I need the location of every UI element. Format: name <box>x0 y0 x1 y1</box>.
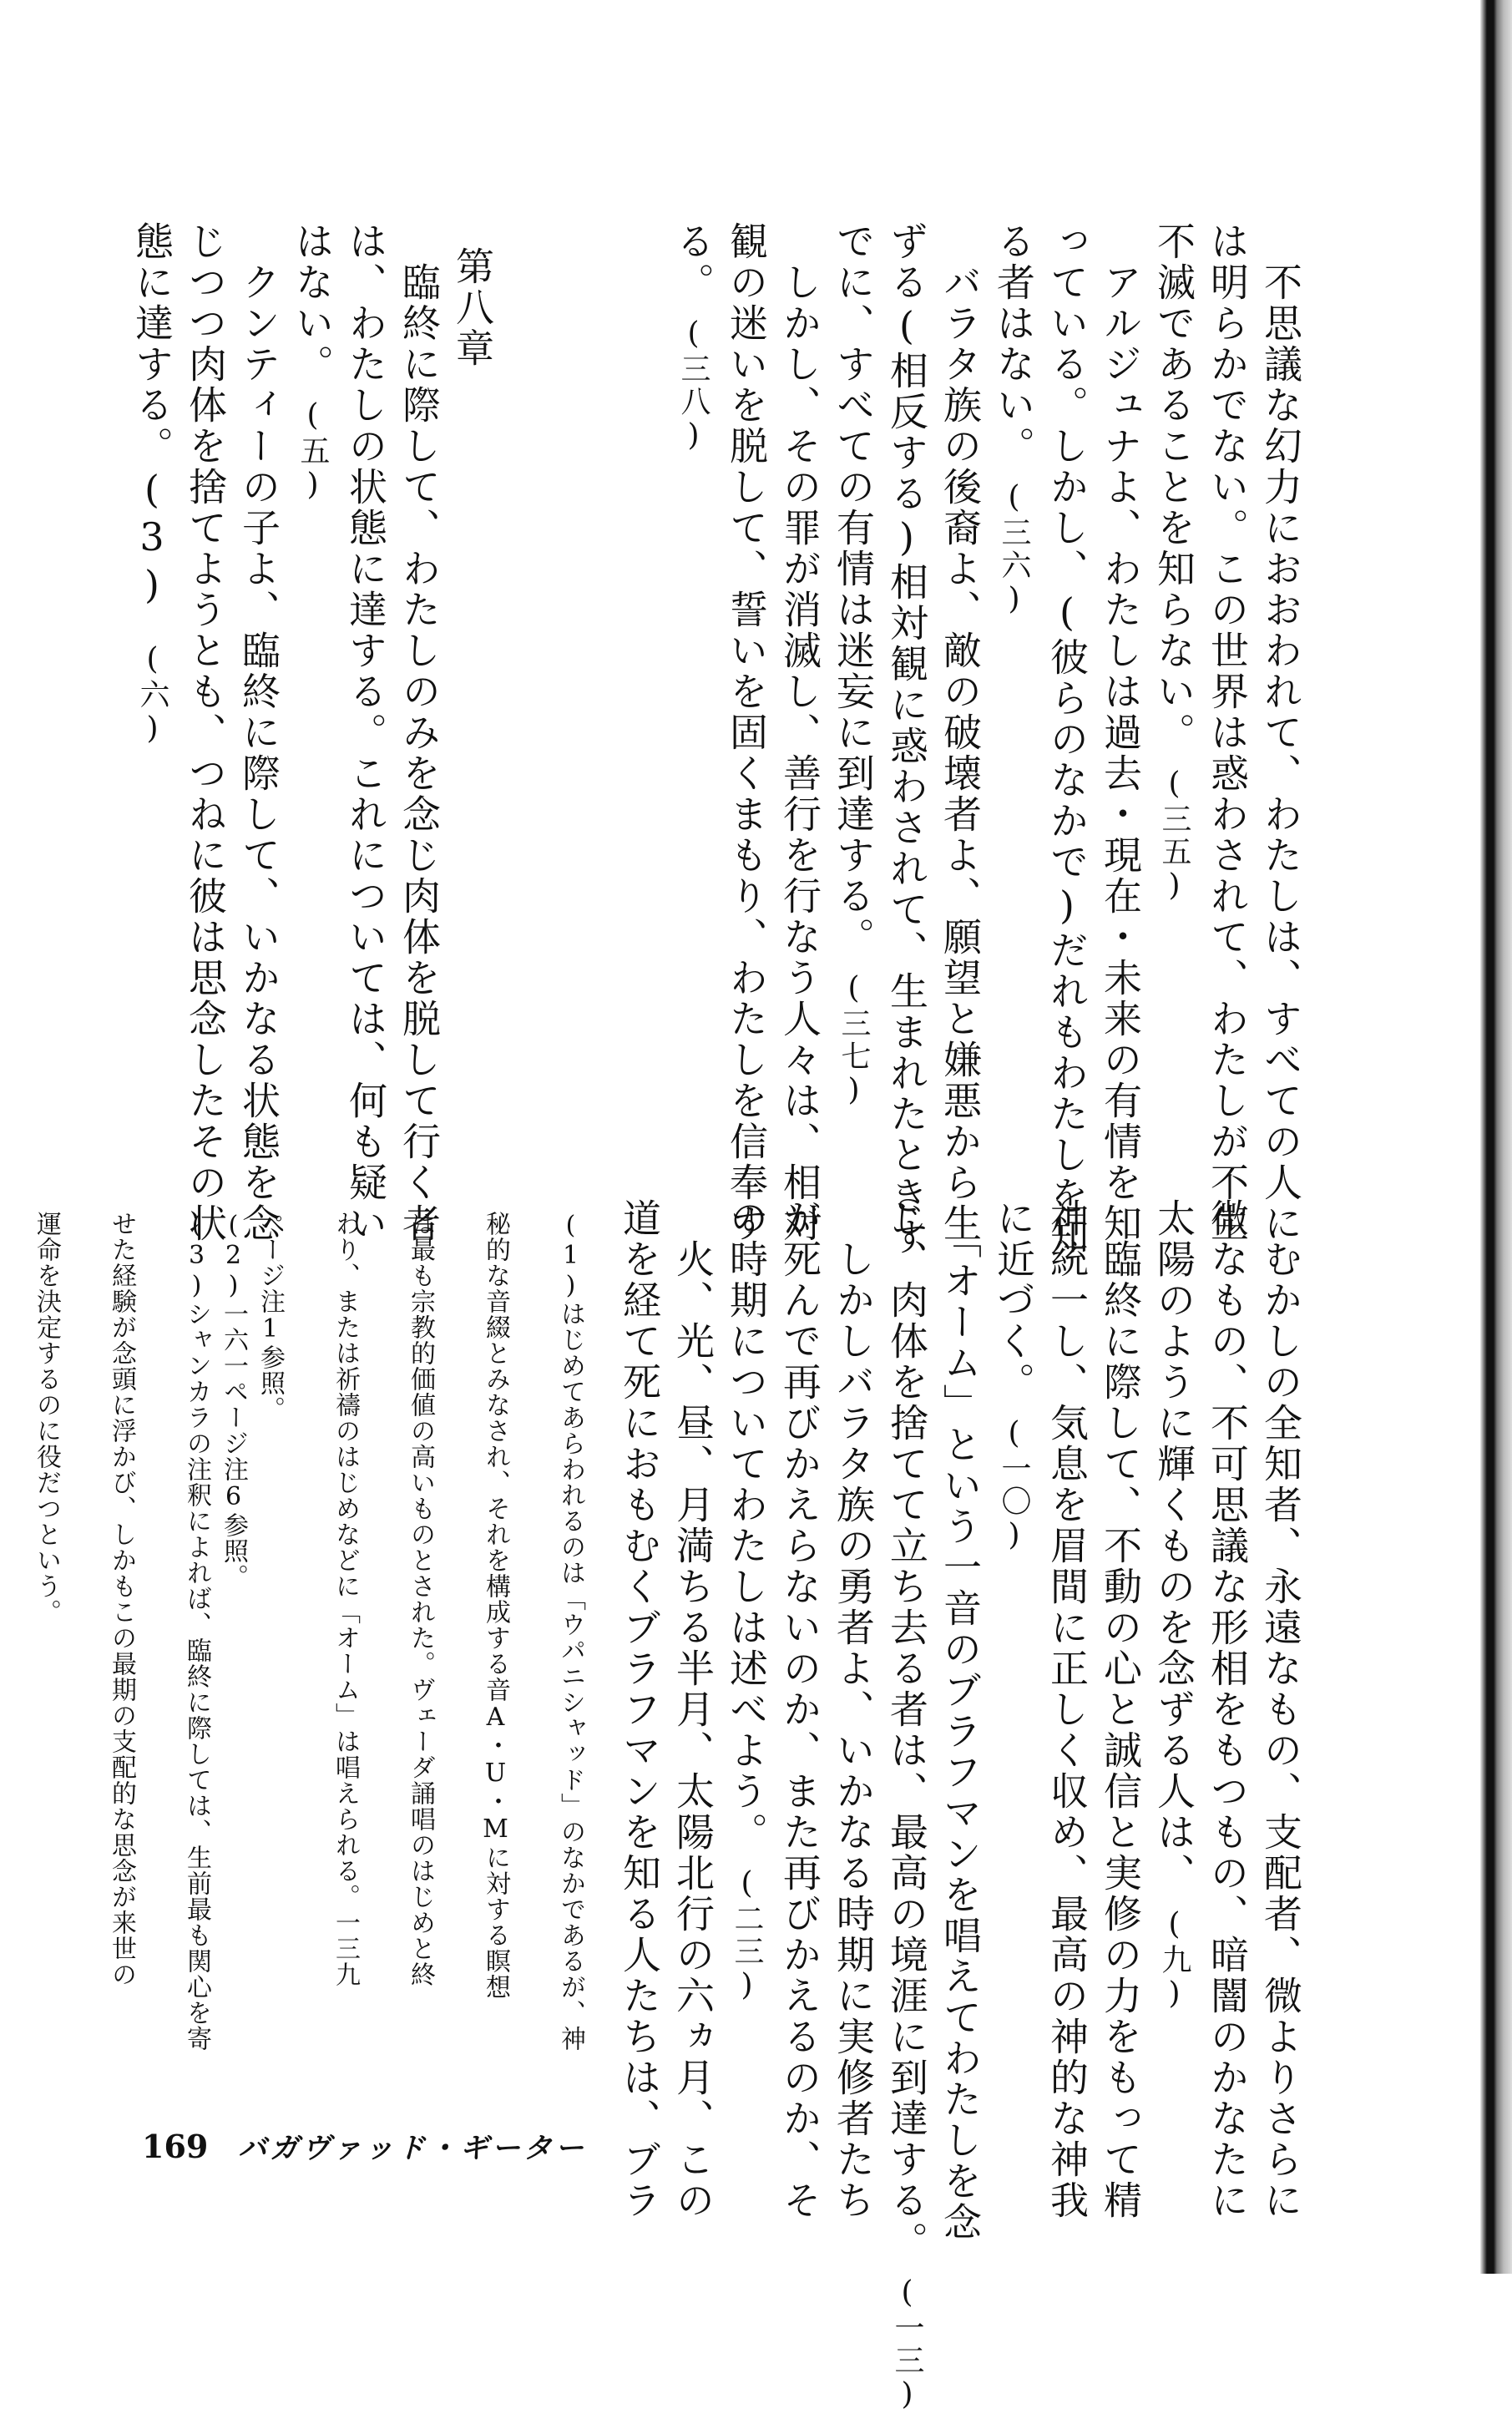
text-line: しかし、その罪が消滅し、善行を行なう人々は、相対 <box>777 221 822 1244</box>
text-line: 臨終に際して、不動の心と誠信と実修の力をもって精 <box>1098 1198 1143 2221</box>
footnote-line: (1)はじめてあらわれるのは「ウパニシャッド」のなかであるが、神 <box>556 1211 585 2052</box>
verse-number: (一〇) <box>997 1384 1031 1555</box>
text-line: は、わたしの状態に達する。これについては、何も疑い <box>343 221 388 1244</box>
text-line: アルジュナよ、わたしは過去・現在・未来の有情を知 <box>1098 221 1143 1244</box>
verse-number: (三五) <box>1157 734 1191 905</box>
page-number: 169 <box>142 2128 209 2165</box>
verse-number: (一三) <box>890 2243 924 2414</box>
text-line: はない。 (五) <box>290 221 335 504</box>
running-title: バガヴァッド・ギーター <box>238 2132 587 2165</box>
verse-number: (五) <box>296 366 330 504</box>
footnote-line: (3)シャンカラの注釈によれば、臨終に際しては、生前最も関心を寄 <box>182 1211 211 2052</box>
verse-number: (九) <box>1157 1875 1191 2013</box>
verse-number: (三六) <box>997 448 1031 619</box>
text-line: 臨終に際して、わたしのみを念じ肉体を脱して行く者 <box>397 221 442 1244</box>
footnote <box>215 1211 251 2079</box>
text-line: じつつ肉体を捨てようとも、つねに彼は思念したその状 <box>183 221 228 1244</box>
text-line: 「オーム」という一音のブラフマンを唱えてわたしを念 <box>938 1198 983 2243</box>
verse-number: (二三) <box>730 1834 764 2005</box>
footnote <box>28 1211 215 2079</box>
page-edge-shadow <box>1480 0 1512 2274</box>
footnote-line: ページ注1参照。 <box>255 1211 285 1422</box>
footnote-line: せた経験が念頭に浮かび、しかもこの最期の支配的な思念が来世の <box>107 1211 136 1987</box>
footnote-line: (2)一六一ページ注6参照。 <box>219 1211 248 1590</box>
upper-text-block <box>573 1198 1307 2414</box>
text-line: 観の迷いを脱して、誓いを固くまもり、わたしを信奉す <box>724 221 769 1244</box>
page-footer <box>142 2125 587 2166</box>
text-line: 微なもの、不可思議な形相をもつもの、暗闇のかなたに <box>1205 1198 1250 2221</box>
text-line: ずる(相反する)相対観に惑わされて、生まれたときす <box>884 221 929 1258</box>
text-line: っている。しかし、(彼らのなかで)だれもわたしを知 <box>1044 221 1090 1258</box>
footnote-line: 秘的な音綴とみなされ、それを構成する音A・U・Mに対する瞑想 <box>481 1211 510 2000</box>
verse-number: (三八) <box>676 284 710 455</box>
footnote-line: 運命を決定するのに役だつという。 <box>32 1211 61 1625</box>
text-line: 神統一し、気息を眉間に正しく収め、最高の神的な神我 <box>1044 1198 1090 2221</box>
footnotes <box>32 1202 589 2079</box>
text-line: むかしの全知者、永遠なもの、支配者、微よりさらに <box>1258 1198 1303 2221</box>
text-line: の時期についてわたしは述べよう。 (二三) <box>724 1198 769 2005</box>
text-line: しかしバラタ族の勇者よ、いかなる時期に実修者たち <box>831 1198 876 2221</box>
text-line: 道を経て死におもむくブラフマンを知る人たちは、ブラ <box>617 1198 662 2221</box>
text-line: でに、すべての有情は迷妄に到達する。 (三七) <box>831 221 876 1110</box>
footnote <box>251 1211 589 2079</box>
text-line: 不滅であることを知らない。 (三五) <box>1151 221 1196 905</box>
footnote-line: は最も宗教的価値の高いものとされた。ヴェーダ誦唱のはじめと終 <box>406 1211 435 1987</box>
verse-number: (六) <box>135 610 169 748</box>
text-line: は明らかでない。この世界は惑わされて、わたしが不生 <box>1205 221 1250 1244</box>
text-line: バラタ族の後裔よ、敵の破壊者よ、願望と嫌悪から生 <box>938 221 983 1244</box>
text-line: る。 (三八) <box>670 221 716 455</box>
text-line: 太陽のように輝くものを念ずる人は、 (九) <box>1151 1198 1196 2013</box>
lower-text-block <box>72 221 1307 1258</box>
text-line: に近づく。 (一〇) <box>991 1198 1036 1555</box>
text-line: 不思議な幻力におおわれて、わたしは、すべての人に <box>1258 221 1303 1244</box>
verse-number: (三七) <box>837 939 871 1110</box>
text-line: る者はない。 (三六) <box>991 221 1036 619</box>
text-line: 態に達する。(3) (六) <box>129 221 174 748</box>
text-line: が死んで再びかえらないのか、また再びかえるのか、そ <box>777 1198 822 2221</box>
chapter-heading: 第八章 <box>450 246 495 369</box>
text-line: クンティーの子よ、臨終に際して、いかなる状態を念 <box>236 221 281 1244</box>
footnote-line: わり、または祈禱のはじめなどに「オーム」は唱えられる。一三九 <box>331 1211 360 1987</box>
text-line: じ、肉体を捨てて立ち去る者は、最高の境涯に到達する。 (一三) <box>884 1198 929 2414</box>
text-line: 火、光、昼、月満ちる半月、太陽北行の六ヵ月、この <box>670 1198 716 2221</box>
